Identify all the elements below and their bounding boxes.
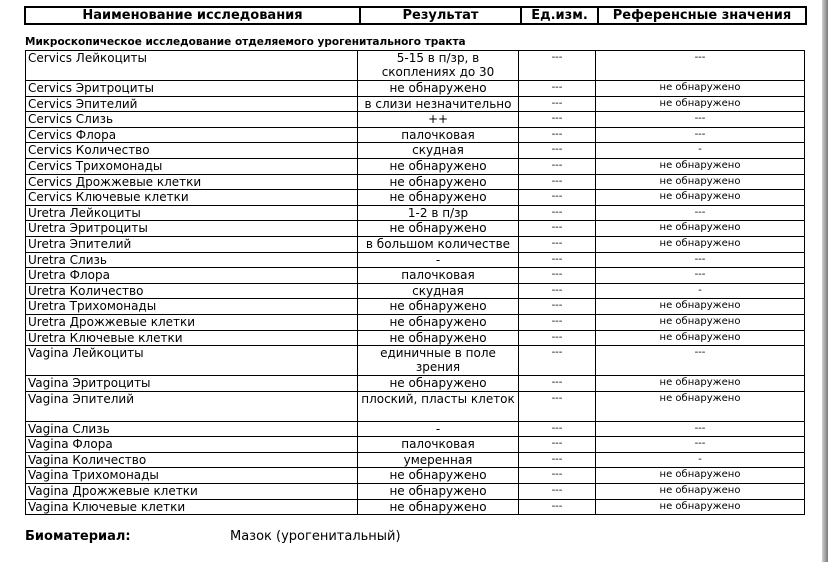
row-result: -	[358, 421, 519, 437]
row-name: Uretra Лейкоциты	[26, 205, 358, 221]
row-reference: ---	[596, 421, 805, 437]
row-name: Uretra Дрожжевые клетки	[26, 314, 358, 330]
row-result: в большом количестве	[358, 236, 519, 252]
row-name: Vagina Количество	[26, 452, 358, 468]
row-result: не обнаружено	[358, 299, 519, 315]
row-unit: ---	[519, 190, 596, 206]
page-edge-shadow	[822, 0, 828, 562]
row-reference: -	[596, 452, 805, 468]
row-reference: ---	[596, 127, 805, 143]
row-reference: не обнаружено	[596, 468, 805, 484]
table-row	[26, 236, 805, 252]
table-row	[26, 346, 805, 376]
table-row	[26, 252, 805, 268]
row-name: Cervics Эритроциты	[26, 81, 358, 97]
row-result: умеренная	[358, 452, 519, 468]
row-reference: -	[596, 143, 805, 159]
row-name: Vagina Эпителий	[26, 391, 358, 421]
row-result: не обнаружено	[358, 468, 519, 484]
row-result: не обнаружено	[358, 330, 519, 346]
results-table-body	[26, 51, 805, 515]
row-reference: не обнаружено	[596, 499, 805, 515]
row-unit: ---	[519, 437, 596, 453]
row-unit: ---	[519, 143, 596, 159]
row-result: не обнаружено	[358, 190, 519, 206]
table-row	[26, 112, 805, 128]
row-unit: ---	[519, 158, 596, 174]
table-row	[26, 299, 805, 315]
biomaterial-label: Биоматериал:	[25, 529, 131, 544]
row-result: не обнаружено	[358, 81, 519, 97]
row-unit: ---	[519, 96, 596, 112]
table-row	[26, 221, 805, 237]
row-reference: ---	[596, 437, 805, 453]
row-result: скудная	[358, 283, 519, 299]
row-reference: не обнаружено	[596, 236, 805, 252]
row-reference: не обнаружено	[596, 174, 805, 190]
row-unit: ---	[519, 51, 596, 81]
biomaterial-value: Мазок (урогенитальный)	[230, 529, 401, 544]
row-unit: ---	[519, 346, 596, 376]
row-name: Cervics Ключевые клетки	[26, 190, 358, 206]
table-row	[26, 314, 805, 330]
row-name: Uretra Слизь	[26, 252, 358, 268]
row-name: Uretra Ключевые клетки	[26, 330, 358, 346]
row-name: Uretra Эритроциты	[26, 221, 358, 237]
row-result: в слизи незначительно	[358, 96, 519, 112]
table-row	[26, 81, 805, 97]
row-reference: не обнаружено	[596, 299, 805, 315]
row-unit: ---	[519, 81, 596, 97]
row-reference: -	[596, 283, 805, 299]
row-result: не обнаружено	[358, 314, 519, 330]
row-name: Vagina Лейкоциты	[26, 346, 358, 376]
row-unit: ---	[519, 127, 596, 143]
table-row	[26, 468, 805, 484]
row-reference: не обнаружено	[596, 376, 805, 392]
row-name: Cervics Эпителий	[26, 96, 358, 112]
row-unit: ---	[519, 421, 596, 437]
header-reference: Референсные значения	[598, 7, 806, 24]
row-result: палочковая	[358, 268, 519, 284]
table-row	[26, 376, 805, 392]
row-reference: не обнаружено	[596, 221, 805, 237]
table-row	[26, 391, 805, 421]
table-row	[26, 127, 805, 143]
row-result: не обнаружено	[358, 158, 519, 174]
row-name: Uretra Флора	[26, 268, 358, 284]
row-name: Uretra Количество	[26, 283, 358, 299]
row-result: скудная	[358, 143, 519, 159]
row-name: Cervics Трихомонады	[26, 158, 358, 174]
row-name: Cervics Количество	[26, 143, 358, 159]
row-unit: ---	[519, 221, 596, 237]
row-reference: не обнаружено	[596, 158, 805, 174]
row-result: 5-15 в п/зр, в скоплениях до 30	[358, 51, 519, 81]
row-reference: ---	[596, 252, 805, 268]
row-result: единичные в поле зрения	[358, 346, 519, 376]
row-unit: ---	[519, 314, 596, 330]
row-name: Vagina Дрожжевые клетки	[26, 484, 358, 500]
table-row	[26, 330, 805, 346]
row-reference: ---	[596, 268, 805, 284]
section-title: Микроскопическое исследование отделяемого урогенитального тракта	[25, 36, 466, 48]
row-name: Uretra Эпителий	[26, 236, 358, 252]
row-result: 1-2 в п/зр	[358, 205, 519, 221]
results-header-table	[24, 6, 807, 25]
row-result: не обнаружено	[358, 499, 519, 515]
row-name: Vagina Флора	[26, 437, 358, 453]
row-result: плоский, пласты клеток	[358, 391, 519, 421]
row-unit: ---	[519, 468, 596, 484]
row-reference: не обнаружено	[596, 190, 805, 206]
row-result: палочковая	[358, 127, 519, 143]
row-unit: ---	[519, 391, 596, 421]
row-reference: ---	[596, 112, 805, 128]
row-reference: ---	[596, 346, 805, 376]
table-row	[26, 268, 805, 284]
row-unit: ---	[519, 484, 596, 500]
table-row	[26, 484, 805, 500]
row-reference: ---	[596, 51, 805, 81]
row-reference: не обнаружено	[596, 391, 805, 421]
row-name: Cervics Дрожжевые клетки	[26, 174, 358, 190]
table-row	[26, 174, 805, 190]
row-name: Vagina Ключевые клетки	[26, 499, 358, 515]
row-unit: ---	[519, 299, 596, 315]
row-unit: ---	[519, 205, 596, 221]
row-result: палочковая	[358, 437, 519, 453]
table-row	[26, 205, 805, 221]
row-name: Vagina Эритроциты	[26, 376, 358, 392]
row-unit: ---	[519, 236, 596, 252]
row-name: Vagina Слизь	[26, 421, 358, 437]
table-row	[26, 51, 805, 81]
table-row	[26, 158, 805, 174]
row-reference: ---	[596, 205, 805, 221]
row-result: не обнаружено	[358, 376, 519, 392]
table-row	[26, 96, 805, 112]
results-table	[25, 50, 805, 515]
row-unit: ---	[519, 376, 596, 392]
header-result: Результат	[360, 7, 521, 24]
row-result: не обнаружено	[358, 221, 519, 237]
row-unit: ---	[519, 499, 596, 515]
row-unit: ---	[519, 112, 596, 128]
row-unit: ---	[519, 330, 596, 346]
row-result: не обнаружено	[358, 174, 519, 190]
table-row	[26, 143, 805, 159]
header-name: Наименование исследования	[25, 7, 360, 24]
table-row	[26, 190, 805, 206]
row-result: ++	[358, 112, 519, 128]
row-reference: не обнаружено	[596, 96, 805, 112]
table-row	[26, 452, 805, 468]
row-unit: ---	[519, 283, 596, 299]
row-result: не обнаружено	[358, 484, 519, 500]
row-reference: не обнаружено	[596, 484, 805, 500]
table-row	[26, 283, 805, 299]
row-unit: ---	[519, 252, 596, 268]
row-name: Vagina Трихомонады	[26, 468, 358, 484]
row-name: Cervics Лейкоциты	[26, 51, 358, 81]
row-reference: не обнаружено	[596, 81, 805, 97]
row-unit: ---	[519, 174, 596, 190]
row-name: Uretra Трихомонады	[26, 299, 358, 315]
table-row	[26, 421, 805, 437]
table-row	[26, 499, 805, 515]
row-result: -	[358, 252, 519, 268]
row-name: Cervics Флора	[26, 127, 358, 143]
header-row	[25, 7, 806, 24]
row-name: Cervics Слизь	[26, 112, 358, 128]
row-unit: ---	[519, 452, 596, 468]
header-unit: Ед.изм.	[521, 7, 598, 24]
table-row	[26, 437, 805, 453]
row-reference: не обнаружено	[596, 314, 805, 330]
row-unit: ---	[519, 268, 596, 284]
row-reference: не обнаружено	[596, 330, 805, 346]
